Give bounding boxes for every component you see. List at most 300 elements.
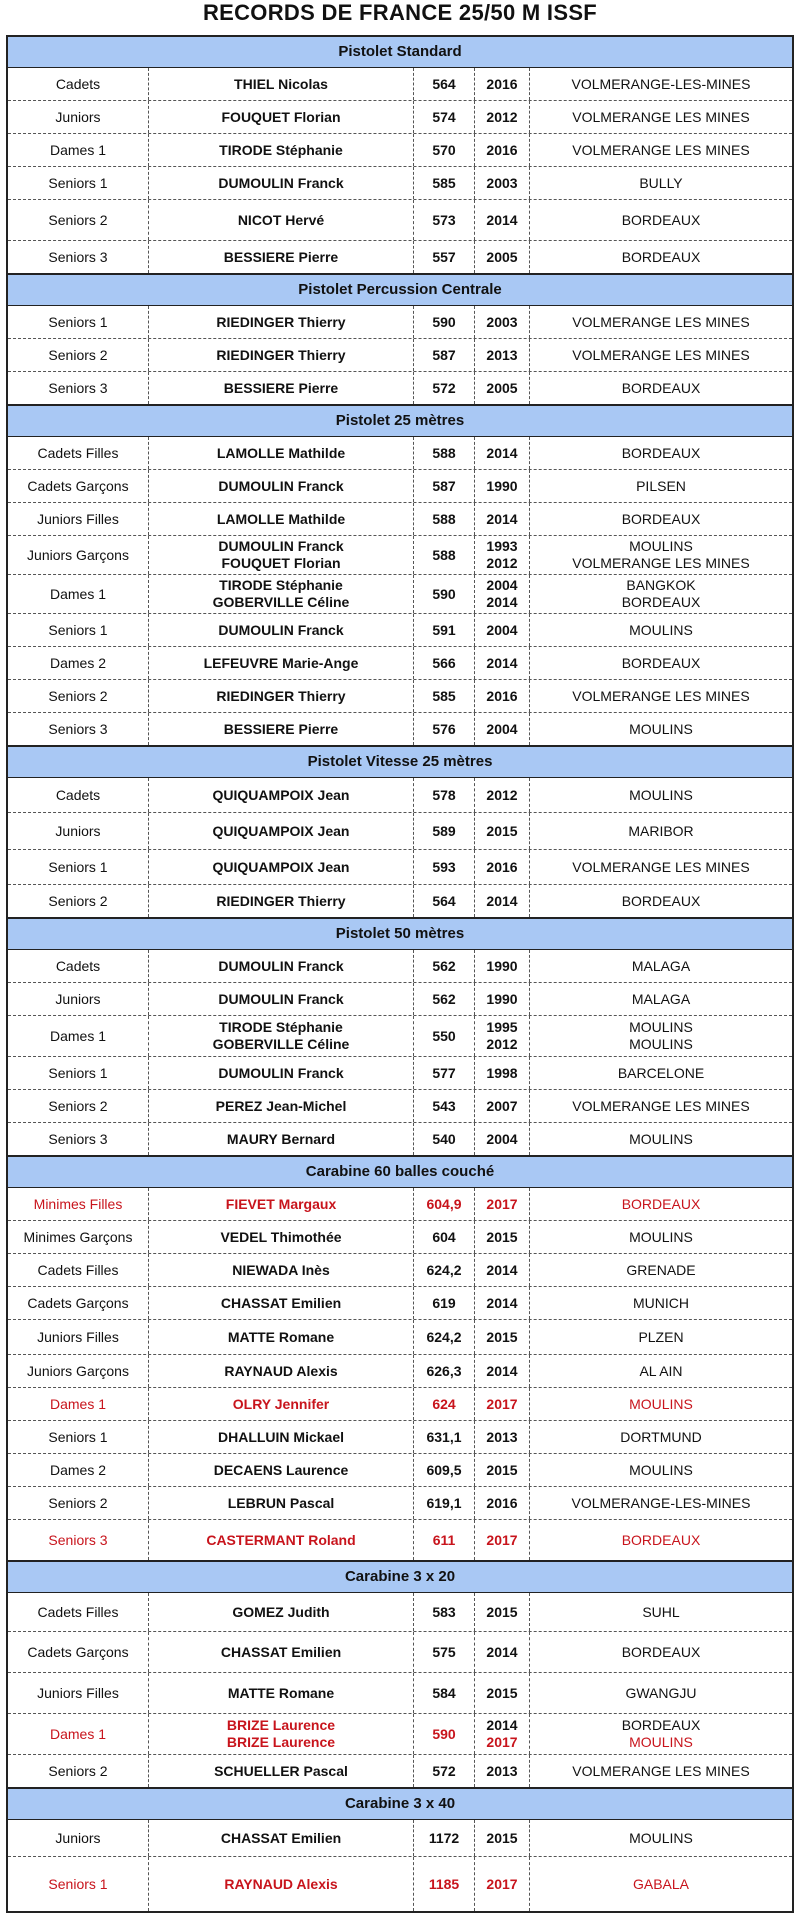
location-text: GWANGJU [625, 1684, 697, 1701]
score-cell [414, 470, 475, 502]
year-cell [475, 813, 530, 849]
location-text: BULLY [639, 174, 683, 191]
location-cell [530, 680, 792, 712]
record-row [8, 1188, 792, 1220]
year-cell [475, 647, 530, 679]
shooter-name-text: RIEDINGER Thierry [216, 313, 346, 330]
category-text: Dames 1 [49, 1725, 107, 1742]
category-cell [8, 470, 149, 502]
category-text: Juniors Garçons [27, 1362, 129, 1379]
location-text: VOLMERANGE-LES-MINES [571, 1494, 751, 1511]
shooter-name-text: GOBERVILLE Céline [212, 1036, 350, 1052]
shooter-name-text: DUMOULIN Franck [218, 477, 344, 494]
category-cell [8, 813, 149, 849]
location-cell [530, 1090, 792, 1122]
year-cell [475, 1632, 530, 1672]
score-cell [414, 372, 475, 404]
shooter-name-cell [149, 983, 414, 1015]
score-cell [414, 850, 475, 884]
year-text: 2004 [486, 1130, 518, 1147]
shooter-name-text: LAMOLLE Mathilde [216, 510, 346, 527]
section-header: Pistolet 50 mètres [8, 919, 792, 950]
score-text: 591 [432, 621, 456, 638]
score-cell [414, 536, 475, 574]
shooter-name-cell [149, 306, 414, 338]
location-text: VOLMERANGE LES MINES [572, 1097, 750, 1114]
score-text: 585 [432, 687, 456, 704]
location-text: AL AIN [639, 1362, 683, 1379]
location-cell [530, 778, 792, 812]
category-text: Juniors Filles [37, 1684, 119, 1701]
score-cell [414, 437, 475, 469]
category-cell [8, 1714, 149, 1754]
shooter-name-text: NIEWADA Inès [232, 1261, 330, 1278]
location-text: BORDEAUX [621, 594, 701, 610]
location-cell [530, 1755, 792, 1787]
year-cell [475, 167, 530, 199]
location-cell [530, 1454, 792, 1486]
shooter-name-text: DHALLUIN Mickael [217, 1428, 345, 1445]
category-text: Cadets Garçons [27, 1294, 129, 1311]
shooter-name-text: RAYNAUD Alexis [224, 1362, 338, 1379]
location-cell [530, 575, 792, 613]
category-cell [8, 1320, 149, 1354]
year-text: 2013 [486, 1762, 518, 1779]
location-text: MOULINS [629, 621, 693, 638]
year-cell [475, 437, 530, 469]
year-text: 2014 [486, 1643, 518, 1660]
location-cell [530, 713, 792, 745]
shooter-name-cell [149, 1714, 414, 1754]
shooter-name-cell [149, 1520, 414, 1560]
score-text: 624,2 [426, 1328, 462, 1345]
score-text: 593 [432, 858, 456, 875]
shooter-name-text: THIEL Nicolas [234, 75, 328, 92]
category-cell [8, 647, 149, 679]
shooter-name-cell [149, 134, 414, 166]
score-cell [414, 339, 475, 371]
category-text: Seniors 1 [48, 1064, 108, 1081]
record-row [8, 502, 792, 535]
shooter-name-text: RIEDINGER Thierry [216, 687, 346, 704]
record-row [8, 68, 792, 100]
shooter-name-cell [149, 1421, 414, 1453]
location-cell [530, 1632, 792, 1672]
shooter-name-text: CHASSAT Emilien [220, 1643, 342, 1660]
category-text: Seniors 1 [48, 313, 108, 330]
shooter-name-text: MATTE Romane [227, 1328, 335, 1345]
score-text: 590 [432, 313, 456, 330]
location-cell [530, 1421, 792, 1453]
shooter-name-cell [149, 1673, 414, 1713]
shooter-name-cell [149, 437, 414, 469]
shooter-name-cell [149, 850, 414, 884]
shooter-name-text: LAMOLLE Mathilde [216, 444, 346, 461]
score-text: 619 [432, 1294, 456, 1311]
category-cell [8, 503, 149, 535]
score-cell [414, 1355, 475, 1387]
year-text: 2014 [486, 1362, 518, 1379]
score-text: 575 [432, 1643, 456, 1660]
record-row [8, 1672, 792, 1713]
category-text: Cadets [55, 786, 101, 803]
year-text: 2016 [486, 75, 518, 92]
category-cell [8, 575, 149, 613]
year-cell [475, 1254, 530, 1286]
record-row [8, 1056, 792, 1089]
location-cell [530, 1123, 792, 1155]
category-cell [8, 778, 149, 812]
category-text: Seniors 2 [48, 1762, 108, 1779]
location-cell [530, 241, 792, 273]
record-row [8, 1593, 792, 1631]
location-text: MALAGA [631, 990, 691, 1007]
record-section [8, 37, 792, 273]
year-text: 2016 [486, 141, 518, 158]
record-row [8, 1713, 792, 1754]
year-text: 2014 [486, 594, 518, 610]
record-row [8, 1820, 792, 1856]
location-text: BORDEAUX [621, 1195, 701, 1212]
record-row [8, 1519, 792, 1560]
score-text: 562 [432, 990, 456, 1007]
shooter-name-text: GOBERVILLE Céline [212, 594, 350, 610]
shooter-name-cell [149, 885, 414, 917]
year-text: 2017 [486, 1395, 518, 1412]
score-cell [414, 1057, 475, 1089]
record-row [8, 133, 792, 166]
score-cell [414, 68, 475, 100]
shooter-name-text: CHASSAT Emilien [220, 1829, 342, 1846]
location-cell [530, 1221, 792, 1253]
category-text: Dames 2 [49, 1461, 107, 1478]
score-cell [414, 885, 475, 917]
category-text: Juniors [55, 108, 101, 125]
score-text: 587 [432, 346, 456, 363]
record-row [8, 1856, 792, 1911]
category-cell [8, 614, 149, 646]
score-cell [414, 713, 475, 745]
section-header: Pistolet Standard [8, 37, 792, 68]
year-cell [475, 1188, 530, 1220]
location-text: BORDEAUX [621, 444, 701, 461]
year-text: 2012 [486, 786, 518, 803]
shooter-name-text: BESSIERE Pierre [223, 248, 339, 265]
score-cell [414, 1520, 475, 1560]
location-text: BORDEAUX [621, 248, 701, 265]
category-cell [8, 1355, 149, 1387]
score-cell [414, 503, 475, 535]
category-text: Cadets Filles [37, 1261, 119, 1278]
record-row [8, 1387, 792, 1420]
record-row [8, 812, 792, 849]
score-text: 624 [432, 1395, 456, 1412]
location-text: MOULINS [629, 1461, 693, 1478]
shooter-name-text: DUMOULIN Franck [218, 990, 344, 1007]
year-cell [475, 778, 530, 812]
score-cell [414, 1254, 475, 1286]
record-row [8, 1220, 792, 1253]
year-cell [475, 1755, 530, 1787]
location-text: PLZEN [638, 1328, 684, 1345]
score-cell [414, 101, 475, 133]
record-section [8, 404, 792, 745]
location-cell [530, 813, 792, 849]
category-text: Seniors 3 [48, 1130, 108, 1147]
category-text: Minimes Garçons [23, 1228, 133, 1245]
year-cell [475, 306, 530, 338]
score-text: 585 [432, 174, 456, 191]
category-text: Seniors 1 [48, 1875, 108, 1892]
shooter-name-cell [149, 575, 414, 613]
year-text: 2014 [486, 1294, 518, 1311]
location-cell [530, 68, 792, 100]
records-table [6, 35, 794, 1913]
year-cell [475, 1221, 530, 1253]
category-text: Seniors 1 [48, 1428, 108, 1445]
location-text: VOLMERANGE LES MINES [572, 141, 750, 158]
location-cell [530, 536, 792, 574]
location-text: BORDEAUX [621, 892, 701, 909]
score-text: 570 [432, 141, 456, 158]
record-row [8, 306, 792, 338]
year-text: 2014 [486, 1717, 518, 1733]
score-text: 588 [432, 444, 456, 461]
year-cell [475, 1355, 530, 1387]
year-cell [475, 575, 530, 613]
score-cell [414, 983, 475, 1015]
score-text: 550 [432, 1027, 456, 1044]
year-text: 2017 [486, 1195, 518, 1212]
location-cell [530, 200, 792, 240]
category-text: Seniors 1 [48, 621, 108, 638]
location-cell [530, 437, 792, 469]
record-row [8, 982, 792, 1015]
year-text: 1998 [486, 1064, 518, 1081]
location-cell [530, 470, 792, 502]
location-text: VOLMERANGE LES MINES [572, 555, 750, 571]
location-text: MOULINS [629, 1829, 693, 1846]
category-cell [8, 1388, 149, 1420]
score-text: 578 [432, 786, 456, 803]
location-cell [530, 983, 792, 1015]
shooter-name-text: TIRODE Stéphanie [219, 141, 343, 158]
score-cell [414, 1755, 475, 1787]
location-cell [530, 1857, 792, 1911]
score-cell [414, 680, 475, 712]
shooter-name-text: QUIQUAMPOIX Jean [212, 786, 350, 803]
record-row [8, 1486, 792, 1519]
year-text: 2004 [486, 621, 518, 638]
shooter-name-text: OLRY Jennifer [232, 1395, 330, 1412]
category-cell [8, 339, 149, 371]
category-text: Cadets [55, 957, 101, 974]
location-text: BORDEAUX [621, 1531, 701, 1548]
score-cell [414, 306, 475, 338]
score-text: 624,2 [426, 1261, 462, 1278]
shooter-name-cell [149, 503, 414, 535]
location-text: MARIBOR [628, 822, 694, 839]
score-text: 588 [432, 546, 456, 563]
score-cell [414, 167, 475, 199]
year-text: 2014 [486, 654, 518, 671]
category-cell [8, 68, 149, 100]
year-text: 2004 [486, 720, 518, 737]
score-cell [414, 200, 475, 240]
record-row [8, 199, 792, 240]
year-text: 2005 [486, 379, 518, 396]
year-cell [475, 614, 530, 646]
category-cell [8, 1016, 149, 1056]
score-cell [414, 1487, 475, 1519]
year-cell [475, 1714, 530, 1754]
score-cell [414, 1593, 475, 1631]
location-cell [530, 647, 792, 679]
score-text: 609,5 [426, 1461, 462, 1478]
score-cell [414, 950, 475, 982]
record-row [8, 1354, 792, 1387]
category-text: Dames 1 [49, 1395, 107, 1412]
score-text: 589 [432, 822, 456, 839]
year-text: 2015 [486, 1461, 518, 1478]
location-cell [530, 1016, 792, 1056]
shooter-name-cell [149, 1221, 414, 1253]
shooter-name-cell [149, 1355, 414, 1387]
score-cell [414, 778, 475, 812]
year-text: 2013 [486, 1428, 518, 1445]
year-cell [475, 134, 530, 166]
score-cell [414, 1090, 475, 1122]
category-cell [8, 1632, 149, 1672]
shooter-name-text: CASTERMANT Roland [206, 1531, 356, 1548]
year-cell [475, 1454, 530, 1486]
location-cell [530, 306, 792, 338]
shooter-name-cell [149, 1857, 414, 1911]
location-cell [530, 167, 792, 199]
score-text: 573 [432, 211, 456, 228]
location-text: VOLMERANGE-LES-MINES [571, 75, 751, 92]
record-row [8, 1015, 792, 1056]
location-text: GABALA [632, 1875, 690, 1892]
category-cell [8, 1520, 149, 1560]
shooter-name-text: DUMOULIN Franck [218, 621, 344, 638]
record-row [8, 1319, 792, 1354]
location-cell [530, 1487, 792, 1519]
location-text: MOULINS [629, 1130, 693, 1147]
year-text: 2016 [486, 858, 518, 875]
category-text: Seniors 3 [48, 720, 108, 737]
shooter-name-cell [149, 713, 414, 745]
record-row [8, 1122, 792, 1155]
shooter-name-text: LEBRUN Pascal [227, 1494, 335, 1511]
record-section [8, 1560, 792, 1787]
score-text: 540 [432, 1130, 456, 1147]
score-text: 572 [432, 379, 456, 396]
record-row [8, 1631, 792, 1672]
year-text: 2017 [486, 1734, 518, 1750]
shooter-name-cell [149, 813, 414, 849]
score-text: 604,9 [426, 1195, 462, 1212]
category-cell [8, 306, 149, 338]
year-cell [475, 470, 530, 502]
score-text: 590 [432, 585, 456, 602]
score-cell [414, 1673, 475, 1713]
record-row [8, 646, 792, 679]
category-cell [8, 536, 149, 574]
category-cell [8, 1454, 149, 1486]
shooter-name-cell [149, 680, 414, 712]
year-text: 2014 [486, 892, 518, 909]
record-row [8, 950, 792, 982]
record-row [8, 1286, 792, 1319]
category-text: Dames 2 [49, 654, 107, 671]
location-text: MOULINS [629, 1228, 693, 1245]
section-header: Carabine 60 balles couché [8, 1157, 792, 1188]
score-text: 588 [432, 510, 456, 527]
location-cell [530, 614, 792, 646]
shooter-name-text: CHASSAT Emilien [220, 1294, 342, 1311]
location-text: MOULINS [629, 786, 693, 803]
year-text: 2015 [486, 822, 518, 839]
location-text: MOULINS [629, 1395, 693, 1412]
location-cell [530, 850, 792, 884]
score-text: 576 [432, 720, 456, 737]
score-cell [414, 614, 475, 646]
shooter-name-cell [149, 950, 414, 982]
category-cell [8, 1421, 149, 1453]
location-cell [530, 1320, 792, 1354]
location-text: BORDEAUX [621, 1643, 701, 1660]
record-row [8, 371, 792, 404]
shooter-name-text: BESSIERE Pierre [223, 379, 339, 396]
category-cell [8, 680, 149, 712]
category-text: Cadets Garçons [27, 1643, 129, 1660]
year-text: 2014 [486, 444, 518, 461]
year-text: 2012 [486, 555, 518, 571]
shooter-name-cell [149, 372, 414, 404]
year-cell [475, 1123, 530, 1155]
location-text: MUNICH [633, 1294, 689, 1311]
score-text: 543 [432, 1097, 456, 1114]
category-text: Cadets Garçons [27, 477, 129, 494]
year-cell [475, 241, 530, 273]
shooter-name-cell [149, 1487, 414, 1519]
score-cell [414, 575, 475, 613]
shooter-name-cell [149, 1188, 414, 1220]
location-text: BORDEAUX [621, 654, 701, 671]
year-cell [475, 200, 530, 240]
location-text: DORTMUND [620, 1428, 702, 1445]
record-row [8, 1754, 792, 1787]
year-text: 2017 [486, 1875, 518, 1892]
year-text: 1990 [486, 477, 518, 494]
year-text: 2016 [486, 687, 518, 704]
shooter-name-cell [149, 339, 414, 371]
score-text: 619,1 [426, 1494, 462, 1511]
year-text: 2015 [486, 1603, 518, 1620]
record-row [8, 1420, 792, 1453]
year-cell [475, 983, 530, 1015]
category-text: Juniors [55, 822, 101, 839]
category-text: Dames 1 [49, 585, 107, 602]
year-text: 1990 [486, 957, 518, 974]
section-header: Pistolet Vitesse 25 mètres [8, 747, 792, 778]
year-text: 2007 [486, 1097, 518, 1114]
record-row [8, 437, 792, 469]
record-section [8, 1155, 792, 1560]
category-cell [8, 1123, 149, 1155]
category-text: Seniors 3 [48, 248, 108, 265]
